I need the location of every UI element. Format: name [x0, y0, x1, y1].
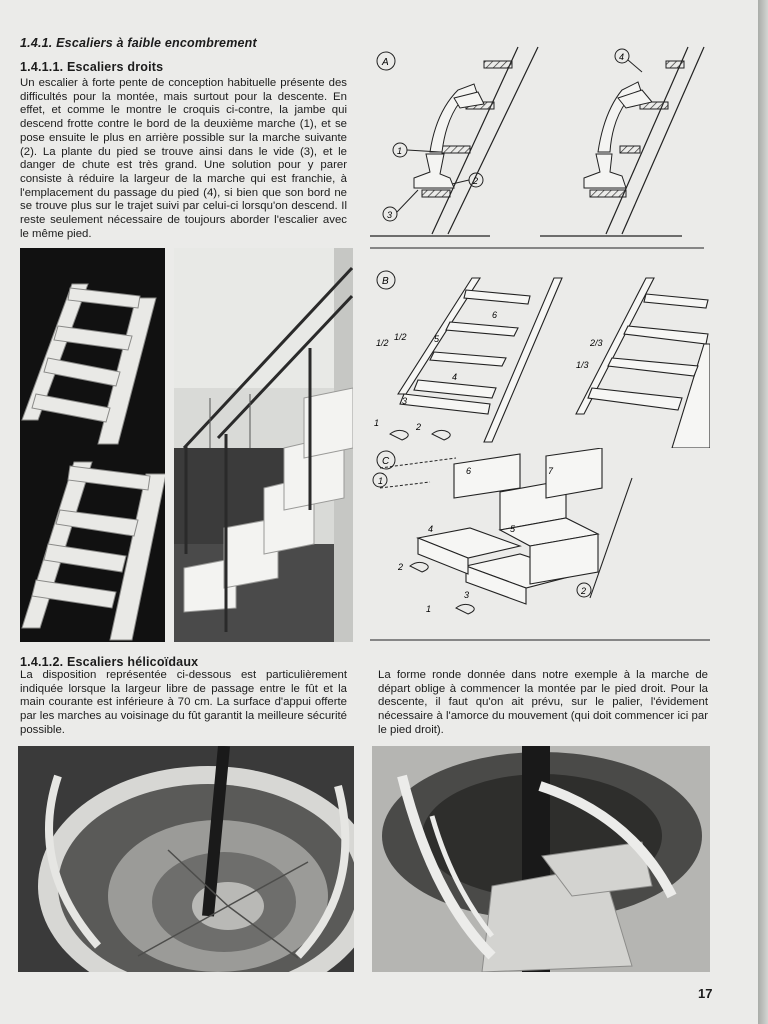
figure-a-tread	[442, 146, 470, 153]
figure-a-foot-lower	[414, 154, 454, 188]
spiral-stair-photo-right	[372, 746, 710, 972]
helical-paragraph-left: La disposition représentée ci-dessous est particulièrement indiquée lorsque la largeur libre de passage entre le fût et la main courante est inférieure à 70 cm. La surface d'appui offerte par les marches au voisinage du fût garantit la meilleure sécurité possible.	[20, 669, 347, 736]
figure-b-reduced-tread-diagram	[370, 264, 710, 448]
straight-stairs-heading: 1.4.1.1. Escaliers droits	[20, 60, 164, 74]
figure-c-label-3: 3	[464, 590, 470, 600]
figure-c-letter: C	[382, 456, 390, 467]
spiral-stair-photo-left	[18, 746, 354, 972]
figure-c-block-stair-diagram	[370, 448, 710, 644]
figure-c-label-5: 5	[510, 524, 516, 534]
figure-b-label-6: 6	[492, 310, 498, 320]
figure-c-label-1-circle: 1	[378, 476, 384, 486]
spiral-left-svg	[18, 746, 354, 972]
installed-stair-photo	[174, 248, 353, 642]
figure-b-label-1: 1	[374, 418, 380, 428]
straight-stairs-paragraph: Un escalier à forte pente de conception habituelle présente des difficultés pour la montée, mais surtout pour la descente. En effet, et comme le montre le croquis ci-contre, la jambe qui descend frotte contre le bord de la deuxième marche (1), et se pose ensuite le plus en arrière possible sur la marche suivante (2). La plante du pied se trouve ainsi dans le vide (3), et le danger de chute est très grand. Une solution pour y parer consiste à réduire la largeur de la marche qui est franchie, à l'emplacement du passage du pied (4), si bien que son bord ne se trouve plus sur le trajet suivi par celui-ci lorsqu'on descend. Il reste seulement nécessaire de toujours aborder l'escalier avec le même pied.	[20, 77, 347, 240]
figure-a-label-2: 2	[473, 176, 479, 186]
figure-b-label-half-b: 1/2	[394, 332, 407, 342]
figure-b-label-two-thirds: 2/3	[590, 338, 603, 348]
figure-b-label-2: 2	[416, 422, 422, 432]
figure-b-label-4: 4	[452, 372, 458, 382]
installed-stair-svg	[174, 248, 353, 642]
figure-a-letter: A	[382, 57, 389, 68]
figure-a-stair-descent-diagram	[370, 42, 710, 250]
section-heading: 1.4.1. Escaliers à faible encombrement	[20, 36, 257, 50]
figure-c-label-7: 7	[548, 466, 554, 476]
figure-a-label-1: 1	[397, 146, 403, 156]
figure-b-svg	[370, 264, 710, 448]
helical-paragraph-right: La forme ronde donnée dans notre exemple à la marche de départ oblige à commencer la montée par le pied droit. Pour la descente, il faut qu'on ait prévu, sur le palier, l'évidement nécessaire à l'amorce du mouvement (qui doit commencer ici par le pied droit).	[378, 669, 708, 736]
figure-c-label-2: 2	[398, 562, 404, 572]
figure-a-svg	[370, 42, 710, 250]
figure-b-label-half-a: 1/2	[376, 338, 389, 348]
model-stairs-photo	[20, 248, 165, 642]
figure-c-label-1: 1	[426, 604, 432, 614]
helical-stairs-heading: 1.4.1.2. Escaliers hélicoïdaux	[20, 655, 199, 669]
model-stairs-svg	[20, 248, 165, 642]
figure-a-label-4: 4	[619, 52, 625, 62]
figure-c-svg	[370, 448, 710, 644]
book-spine-shadow	[758, 0, 768, 1024]
figure-c-label-2-circle: 2	[581, 586, 587, 596]
figure-b-label-5: 5	[434, 334, 440, 344]
figure-c-label-4: 4	[428, 524, 434, 534]
page-number: 17	[698, 986, 713, 1001]
figure-c-label-6: 6	[466, 466, 472, 476]
figure-b-label-3: 3	[402, 396, 408, 406]
figure-a-label-3: 3	[387, 210, 393, 220]
figure-b-letter: B	[382, 276, 389, 287]
spiral-right-svg	[372, 746, 710, 972]
figure-a-tread	[422, 190, 450, 197]
figure-b-label-one-third: 1/3	[576, 360, 589, 370]
figure-a-tread-top	[484, 61, 512, 68]
